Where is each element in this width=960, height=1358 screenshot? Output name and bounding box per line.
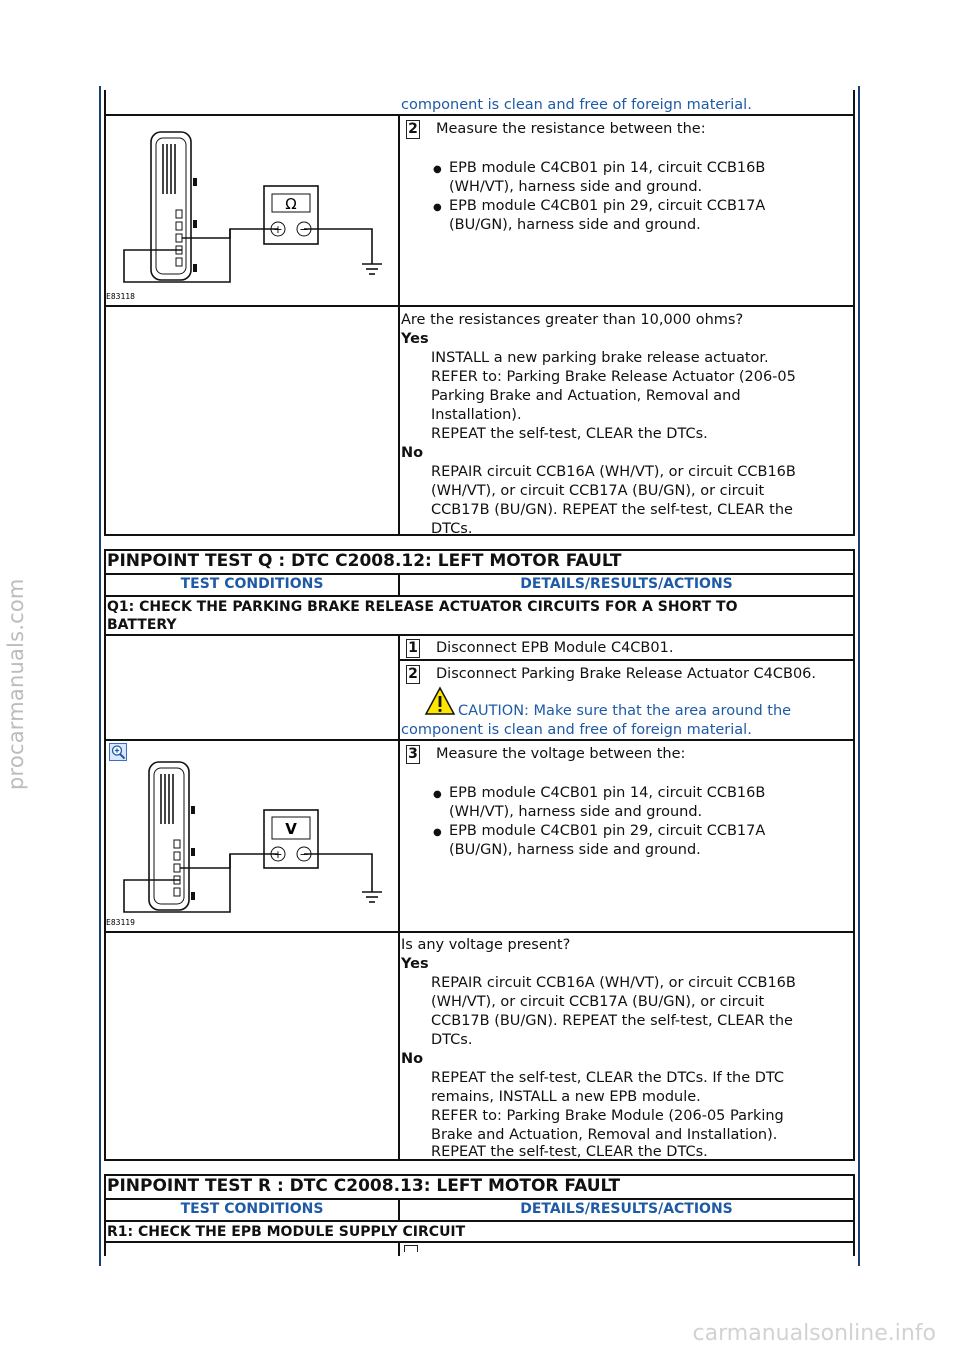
- yes-line: Installation).: [431, 407, 522, 423]
- test-r-title: PINPOINT TEST R : DTC C2008.13: LEFT MOTOR FAULT: [107, 1176, 621, 1196]
- bullet-line: (BU/GN), harness side and ground.: [449, 217, 701, 233]
- voltmeter-icon: V: [285, 820, 297, 838]
- bullet-line: (BU/GN), harness side and ground.: [449, 842, 701, 858]
- caution-warning-icon: [424, 686, 456, 716]
- caution-text: CAUTION: Make sure that the area around the: [458, 703, 792, 719]
- figure-id-label: E83119: [106, 918, 135, 927]
- step-title-q1: [107, 598, 738, 634]
- no-line: Brake and Actuation, Removal and Installation).: [431, 1127, 778, 1143]
- step-number-2: 2: [406, 120, 420, 139]
- question-text: Are the resistances greater than 10,000 ohms?: [401, 312, 744, 328]
- bullet-line: (WH/VT), harness side and ground.: [449, 804, 703, 820]
- bullet-line: ● EPB module C4CB01 pin 29, circuit CCB17A: [449, 197, 765, 216]
- yes-line: Parking Brake and Actuation, Removal and: [431, 388, 741, 404]
- resistance-test-diagram: [106, 118, 396, 303]
- bullet-line: ● EPB module C4CB01 pin 14, circuit CCB16B: [449, 159, 765, 178]
- no-line: REPEAT the self-test, CLEAR the DTCs. If the DTC: [431, 1070, 785, 1086]
- yes-line: DTCs.: [431, 1032, 473, 1048]
- no-line: REPEAT the self-test, CLEAR the DTCs.: [431, 1144, 708, 1160]
- no-line: REFER to: Parking Brake Module (206-05 Parking: [431, 1108, 784, 1124]
- yes-line: REFER to: Parking Brake Release Actuator (206-05: [431, 369, 796, 385]
- yes-line: CCB17B (BU/GN). REPEAT the self-test, CLEAR the: [431, 1013, 793, 1029]
- yes-label: Yes: [401, 956, 429, 972]
- column-header-details: DETAILS/RESULTS/ACTIONS: [520, 576, 733, 592]
- step-text: Disconnect Parking Brake Release Actuator C4CB06.: [436, 666, 817, 682]
- step-number-3: 3: [406, 745, 420, 764]
- step-number-box-partial: [404, 1245, 418, 1252]
- test-q-title: PINPOINT TEST Q : DTC C2008.12: LEFT MOTOR FAULT: [107, 551, 622, 571]
- no-line: DTCs.: [431, 521, 473, 537]
- question-text: Is any voltage present?: [401, 937, 571, 953]
- column-header-conditions: TEST CONDITIONS: [180, 1201, 324, 1217]
- svg-text:+: +: [273, 223, 283, 236]
- voltage-test-diagram: [106, 744, 396, 929]
- yes-line: INSTALL a new parking brake release actuator.: [431, 350, 769, 366]
- footer-watermark: carmanualsonline.info: [692, 1321, 936, 1346]
- side-watermark: procarmanuals.com: [4, 578, 28, 790]
- no-line: (WH/VT), or circuit CCB17A (BU/GN), or circuit: [431, 483, 765, 499]
- step-title-r1: R1: CHECK THE EPB MODULE SUPPLY CIRCUIT: [107, 1224, 466, 1240]
- step-number-1: 1: [406, 639, 420, 658]
- bullet-line: ● EPB module C4CB01 pin 14, circuit CCB16B: [449, 784, 765, 803]
- no-line: remains, INSTALL a new EPB module.: [431, 1089, 701, 1105]
- no-label: No: [401, 445, 424, 461]
- bullet-line: ● EPB module C4CB01 pin 29, circuit CCB17A: [449, 822, 765, 841]
- yes-line: REPEAT the self-test, CLEAR the DTCs.: [431, 426, 708, 442]
- caution-text-tail: component is clean and free of foreign material.: [401, 97, 752, 113]
- left-page-rule: [99, 86, 101, 1266]
- right-page-rule: [858, 86, 860, 1266]
- svg-text:−: −: [299, 848, 309, 861]
- step-text: Measure the resistance between the:: [436, 121, 706, 137]
- bullet-line: (WH/VT), harness side and ground.: [449, 179, 703, 195]
- no-line: CCB17B (BU/GN). REPEAT the self-test, CLEAR the: [431, 502, 793, 518]
- column-header-conditions: TEST CONDITIONS: [180, 576, 324, 592]
- caution-text: component is clean and free of foreign material.: [401, 722, 752, 738]
- step-number-2: 2: [406, 665, 420, 684]
- column-header-details: DETAILS/RESULTS/ACTIONS: [520, 1201, 733, 1217]
- no-label: No: [401, 1051, 424, 1067]
- step-text: Measure the voltage between the:: [436, 746, 686, 762]
- step-title-line: Q1: CHECK THE PARKING BRAKE RELEASE ACTUATOR CIRCUITS FOR A SHORT TO: [107, 599, 738, 615]
- svg-text:+: +: [273, 848, 283, 861]
- step-title-line: BATTERY: [107, 617, 177, 633]
- yes-line: (WH/VT), or circuit CCB17A (BU/GN), or circuit: [431, 994, 765, 1010]
- svg-text:−: −: [299, 223, 309, 236]
- yes-label: Yes: [401, 331, 429, 347]
- step-text: Disconnect EPB Module C4CB01.: [436, 640, 674, 656]
- figure-id-label: E83118: [106, 292, 135, 301]
- no-line: REPAIR circuit CCB16A (WH/VT), or circuit CCB16B: [431, 464, 796, 480]
- ohm-meter-icon: Ω: [285, 195, 297, 213]
- yes-line: REPAIR circuit CCB16A (WH/VT), or circuit CCB16B: [431, 975, 796, 991]
